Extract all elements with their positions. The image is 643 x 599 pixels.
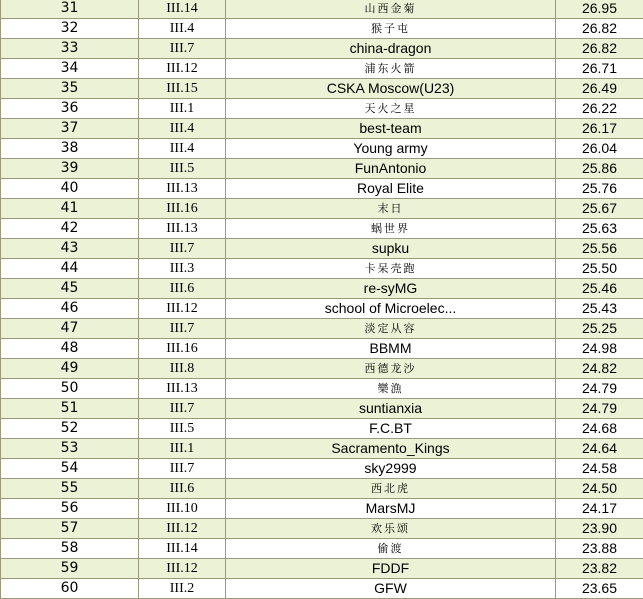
table-row — [1, 379, 643, 399]
score-cell: 24.64 — [556, 439, 643, 459]
team-name-cell: MarsMJ — [226, 499, 556, 519]
team-name-cell: 天火之星 — [226, 99, 556, 119]
score-cell: 25.46 — [556, 279, 643, 299]
group-cell: III.10 — [139, 499, 226, 519]
group-cell: III.12 — [139, 519, 226, 539]
score-cell: 23.90 — [556, 519, 643, 539]
group-cell: III.12 — [139, 59, 226, 79]
rank-cell: 60 — [1, 579, 139, 599]
ranking-table-body — [1, 0, 643, 599]
rank-cell: 48 — [1, 339, 139, 359]
table-row — [1, 579, 643, 599]
rank-cell: 34 — [1, 59, 139, 79]
team-name-cell: F.C.BT — [226, 419, 556, 439]
group-cell: III.7 — [139, 399, 226, 419]
rank-cell: 58 — [1, 539, 139, 559]
table-row — [1, 319, 643, 339]
score-cell: 25.76 — [556, 179, 643, 199]
rank-cell: 56 — [1, 499, 139, 519]
group-cell: III.14 — [139, 539, 226, 559]
rank-cell: 53 — [1, 439, 139, 459]
group-cell: III.7 — [139, 319, 226, 339]
table-row — [1, 159, 643, 179]
team-name-cell: 浦东火箭 — [226, 59, 556, 79]
rank-cell: 55 — [1, 479, 139, 499]
score-cell: 25.67 — [556, 199, 643, 219]
score-cell: 24.68 — [556, 419, 643, 439]
table-row — [1, 79, 643, 99]
rank-cell: 59 — [1, 559, 139, 579]
score-cell: 25.63 — [556, 219, 643, 239]
team-name-cell: 偷渡 — [226, 539, 556, 559]
rank-cell: 37 — [1, 119, 139, 139]
score-cell: 26.82 — [556, 39, 643, 59]
rank-cell: 46 — [1, 299, 139, 319]
score-cell: 25.25 — [556, 319, 643, 339]
rank-cell: 35 — [1, 79, 139, 99]
team-name-cell: sky2999 — [226, 459, 556, 479]
table-row — [1, 239, 643, 259]
team-name-cell: 西北虎 — [226, 479, 556, 499]
group-cell: III.7 — [139, 39, 226, 59]
score-cell: 26.82 — [556, 19, 643, 39]
team-name-cell: 山西金菊 — [226, 0, 556, 19]
rank-cell: 32 — [1, 19, 139, 39]
group-cell: III.4 — [139, 119, 226, 139]
team-name-cell: 末日 — [226, 199, 556, 219]
team-name-cell: Royal Elite — [226, 179, 556, 199]
team-name-cell: BBMM — [226, 339, 556, 359]
group-cell: III.5 — [139, 159, 226, 179]
score-cell: 24.50 — [556, 479, 643, 499]
team-name-cell: 西德龙沙 — [226, 359, 556, 379]
team-name-cell: FDDF — [226, 559, 556, 579]
rank-cell: 44 — [1, 259, 139, 279]
table-row — [1, 179, 643, 199]
table-row — [1, 399, 643, 419]
score-cell: 24.79 — [556, 399, 643, 419]
table-row — [1, 199, 643, 219]
team-name-cell: supku — [226, 239, 556, 259]
table-row — [1, 459, 643, 479]
group-cell: III.3 — [139, 259, 226, 279]
score-cell: 25.86 — [556, 159, 643, 179]
group-cell: III.16 — [139, 339, 226, 359]
rank-cell: 42 — [1, 219, 139, 239]
team-name-cell: suntianxia — [226, 399, 556, 419]
score-cell: 26.22 — [556, 99, 643, 119]
table-row — [1, 519, 643, 539]
team-name-cell: 樂漁 — [226, 379, 556, 399]
score-cell: 23.65 — [556, 579, 643, 599]
score-cell: 24.82 — [556, 359, 643, 379]
table-row — [1, 419, 643, 439]
team-name-cell: 卡呆壳跑 — [226, 259, 556, 279]
group-cell: III.7 — [139, 459, 226, 479]
team-name-cell: CSKA Moscow(U23) — [226, 79, 556, 99]
table-row — [1, 259, 643, 279]
table-row — [1, 299, 643, 319]
team-name-cell: re-syMG — [226, 279, 556, 299]
group-cell: III.4 — [139, 19, 226, 39]
rank-cell: 45 — [1, 279, 139, 299]
score-cell: 24.98 — [556, 339, 643, 359]
group-cell: III.13 — [139, 379, 226, 399]
score-cell: 26.49 — [556, 79, 643, 99]
team-name-cell: GFW — [226, 579, 556, 599]
team-name-cell: 淡定从容 — [226, 319, 556, 339]
rank-cell: 39 — [1, 159, 139, 179]
rank-cell: 50 — [1, 379, 139, 399]
group-cell: III.6 — [139, 279, 226, 299]
rank-cell: 47 — [1, 319, 139, 339]
score-cell: 23.82 — [556, 559, 643, 579]
team-name-cell: best-team — [226, 119, 556, 139]
team-name-cell: china-dragon — [226, 39, 556, 59]
table-row — [1, 0, 643, 19]
table-row — [1, 119, 643, 139]
group-cell: III.14 — [139, 0, 226, 19]
group-cell: III.1 — [139, 99, 226, 119]
table-row — [1, 479, 643, 499]
score-cell: 25.50 — [556, 259, 643, 279]
group-cell: III.5 — [139, 419, 226, 439]
table-row — [1, 339, 643, 359]
table-row — [1, 359, 643, 379]
group-cell: III.12 — [139, 299, 226, 319]
group-cell: III.13 — [139, 179, 226, 199]
group-cell: III.2 — [139, 579, 226, 599]
team-name-cell: 欢乐颂 — [226, 519, 556, 539]
team-name-cell: FunAntonio — [226, 159, 556, 179]
score-cell: 26.17 — [556, 119, 643, 139]
team-name-cell: Sacramento_Kings — [226, 439, 556, 459]
group-cell: III.16 — [139, 199, 226, 219]
score-cell: 25.43 — [556, 299, 643, 319]
rank-cell: 31 — [1, 0, 139, 19]
group-cell: III.15 — [139, 79, 226, 99]
rank-cell: 52 — [1, 419, 139, 439]
group-cell: III.6 — [139, 479, 226, 499]
rank-cell: 49 — [1, 359, 139, 379]
table-row — [1, 439, 643, 459]
table-row — [1, 499, 643, 519]
score-cell: 24.79 — [556, 379, 643, 399]
score-cell: 25.56 — [556, 239, 643, 259]
rank-cell: 51 — [1, 399, 139, 419]
rank-cell: 54 — [1, 459, 139, 479]
table-row — [1, 219, 643, 239]
rank-cell: 41 — [1, 199, 139, 219]
rank-cell: 36 — [1, 99, 139, 119]
group-cell: III.8 — [139, 359, 226, 379]
rank-cell: 33 — [1, 39, 139, 59]
team-name-cell: 蜗世界 — [226, 219, 556, 239]
group-cell: III.7 — [139, 239, 226, 259]
rank-cell: 57 — [1, 519, 139, 539]
table-row — [1, 559, 643, 579]
table-row — [1, 19, 643, 39]
group-cell: III.4 — [139, 139, 226, 159]
table-row — [1, 99, 643, 119]
rank-cell: 40 — [1, 179, 139, 199]
group-cell: III.12 — [139, 559, 226, 579]
team-name-cell: school of Microelec... — [226, 299, 556, 319]
score-cell: 26.95 — [556, 0, 643, 19]
score-cell: 24.17 — [556, 499, 643, 519]
rank-cell: 43 — [1, 239, 139, 259]
score-cell: 26.71 — [556, 59, 643, 79]
score-cell: 24.58 — [556, 459, 643, 479]
table-row — [1, 59, 643, 79]
team-name-cell: 猴子屯 — [226, 19, 556, 39]
table-row — [1, 139, 643, 159]
rank-cell: 38 — [1, 139, 139, 159]
score-cell: 26.04 — [556, 139, 643, 159]
score-cell: 23.88 — [556, 539, 643, 559]
team-name-cell: Young army — [226, 139, 556, 159]
group-cell: III.13 — [139, 219, 226, 239]
table-row — [1, 39, 643, 59]
table-row — [1, 279, 643, 299]
table-row — [1, 539, 643, 559]
group-cell: III.1 — [139, 439, 226, 459]
